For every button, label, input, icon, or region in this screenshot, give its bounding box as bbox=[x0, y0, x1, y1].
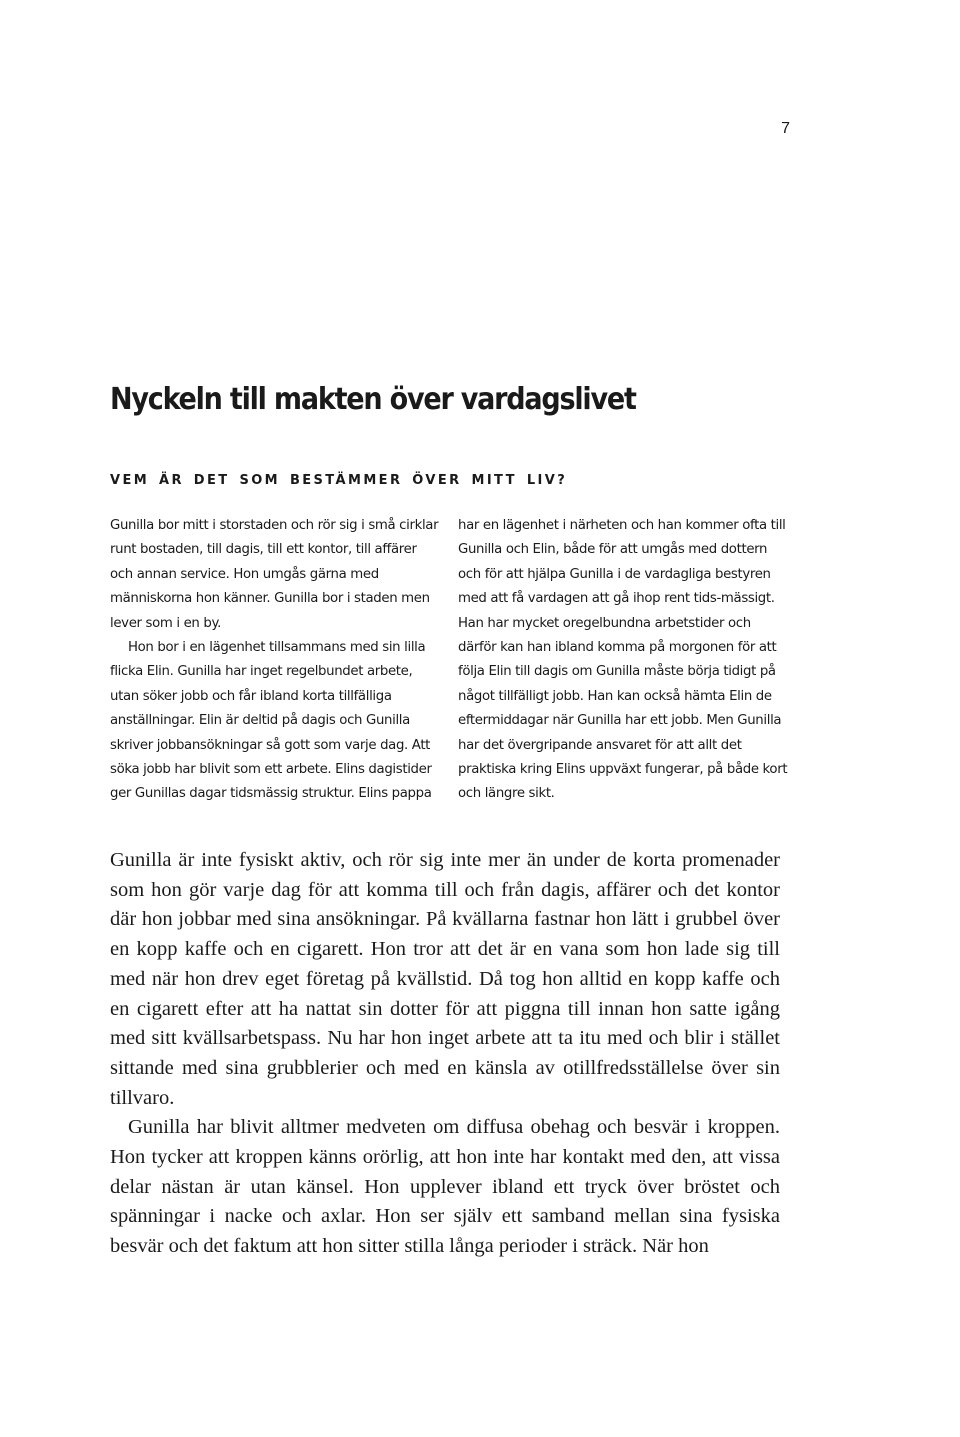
body-paragraph: Gunilla har blivit alltmer medveten om diffusa obehag och besvär i kroppen. Hon tycker att kroppen känns orörlig, att hon inte har kontakt med den, att vissa delar nästan är utan känsel. Hon upplever ibland ett tryck över bröstet och spänningar i nacke och axlar. Hon ser själv ett samband mellan sina fysiska besvär och det faktum att hon sitter stilla långa perioder i sträck. När hon bbox=[110, 1116, 780, 1258]
intro-left-column bbox=[110, 514, 442, 807]
page-number: 7 bbox=[781, 120, 790, 137]
intro-two-column-text bbox=[110, 514, 790, 807]
intro-paragraph: har en lägenhet i närheten och han kommer ofta till Gunilla och Elin, både för att umgås med dottern och för att hjälpa Gunilla i de vardagliga bestyren med att få vardagen att gå ihop rent tids-mässigt. Han har mycket oregelbundna arbetstider och därför kan han ibland komma på morgonen för att följa Elin till dagis om Gunilla måste börja tidigt på något tillfälligt jobb. Han kan också hämta Elin de eftermiddagar när Gunilla har ett jobb. Men Gunilla har det övergripande ansvaret för att allt det praktiska kring Elins uppväxt fungerar, på både kort och längre sikt. bbox=[458, 518, 788, 802]
body-paragraph: Gunilla är inte fysiskt aktiv, och rör sig inte mer än under de korta promenader som hon gör varje dag för att komma till och från dagis, affärer och det kontor där hon jobbar med sina ansökningar. På kvällarna fastnar hon lätt i grubbel över en kopp kaffe och en cigarett. Hon tror att det är en vana som hon lade sig till med när hon drev eget företag på kvällstid. Då tog hon alltid en kopp kaffe och en cigarett efter att ha nattat sin dotter för att piggna till innan hon satte igång med sitt kvällsarbetspass. Nu har hon inget arbete att ta itu med och blir i stället sittande med sina grubblerier och med en känsla av otillfredsställelse över sin tillvaro. bbox=[110, 849, 780, 1109]
section-heading: VEM ÄR DET SOM BESTÄMMER ÖVER MITT LIV? bbox=[110, 473, 568, 488]
intro-paragraph: Gunilla bor mitt i storstaden och rör sig i små cirklar runt bostaden, till dagis, till ett kontor, till affärer och annan service. Hon umgås gärna med människorna hon känner. Gunilla bor i staden men lever som i en by. bbox=[110, 518, 439, 631]
intro-right-column bbox=[458, 514, 790, 807]
chapter-title: Nyckeln till makten över vardagslivet bbox=[110, 382, 636, 417]
body-text bbox=[110, 846, 780, 1262]
intro-paragraph: Hon bor i en lägenhet tillsammans med sin lilla flicka Elin. Gunilla har inget regelbundet arbete, utan söker jobb och får ibland korta tillfälliga anställningar. Elin är deltid på dagis och Gunilla skriver jobbansökningar så gott som varje dag. Att söka jobb har blivit som ett arbete. Elins dagistider ger Gunillas dagar tidsmässig struktur. Elins pappa bbox=[110, 640, 432, 802]
